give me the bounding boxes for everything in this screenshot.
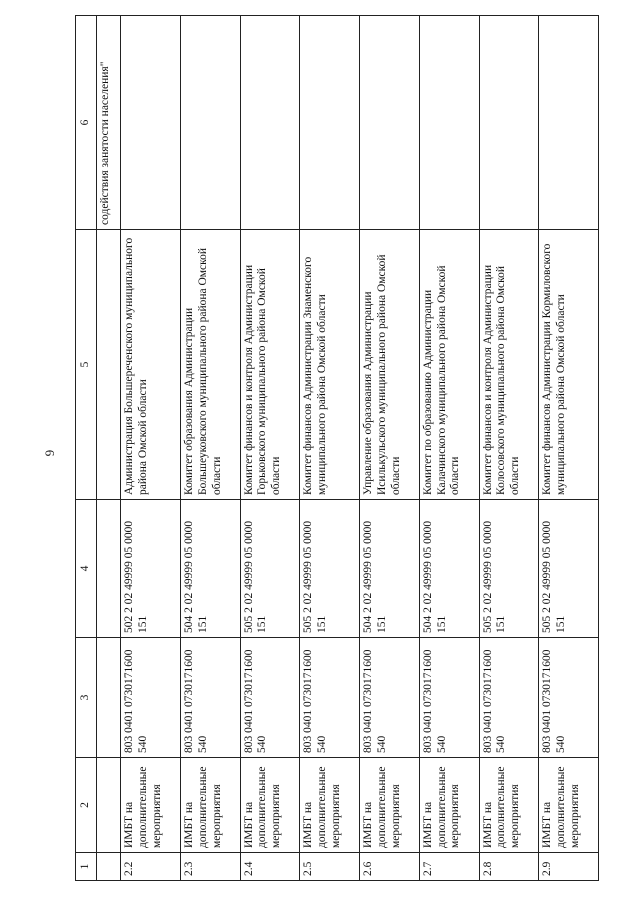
table-cell-6 bbox=[180, 16, 240, 230]
table-cell-6 bbox=[360, 16, 420, 230]
table-cell-5: Комитет финансов Администрации Знаменского муниципального района Омской области bbox=[300, 230, 360, 500]
table-cell-2: ИМБТ на дополнительные мероприятия bbox=[419, 758, 479, 853]
table-row bbox=[419, 16, 479, 881]
table-cell-3: 803 0401 0730171600 540 bbox=[121, 638, 181, 758]
table-cell-4: 502 2 02 49999 05 0000 151 bbox=[121, 500, 181, 638]
table-cell-4: 505 2 02 49999 05 0000 151 bbox=[479, 500, 539, 638]
table-cell-3: 803 0401 0730171600 540 bbox=[240, 638, 300, 758]
table-cell-1: 2.6 bbox=[360, 853, 420, 881]
table-cell-6 bbox=[479, 16, 539, 230]
table-cell-5: Администрация Большереченского муниципального района Омской области bbox=[121, 230, 181, 500]
table-cell-2: ИМБТ на дополнительные мероприятия bbox=[121, 758, 181, 853]
table-header-row bbox=[76, 16, 97, 881]
table-cell-5: Управление образования Администрации Исилькульского муниципального района Омской области bbox=[360, 230, 420, 500]
table-cell-3: 803 0401 0730171600 540 bbox=[300, 638, 360, 758]
table-cell-4: 505 2 02 49999 05 0000 151 bbox=[240, 500, 300, 638]
table-cell-3 bbox=[97, 638, 121, 758]
table-cell-5: Комитет образования Администрации Большеуковского муниципального района Омской области bbox=[180, 230, 240, 500]
table-cell-2: ИМБТ на дополнительные мероприятия bbox=[479, 758, 539, 853]
table-cell-6: содействия занятости населения" bbox=[97, 16, 121, 230]
table-row bbox=[121, 16, 181, 881]
table-cell-2: ИМБТ на дополнительные мероприятия bbox=[300, 758, 360, 853]
header-cell: 2 bbox=[76, 758, 97, 853]
table-cell-4 bbox=[97, 500, 121, 638]
table-row bbox=[479, 16, 539, 881]
header-cell: 1 bbox=[76, 853, 97, 881]
table-cell-3: 803 0401 0730171600 540 bbox=[180, 638, 240, 758]
table-row bbox=[97, 16, 121, 881]
table-cell-4: 505 2 02 49999 05 0000 151 bbox=[300, 500, 360, 638]
table-cell-5: Комитет по образованию Администрации Калачинского муниципального района Омской области bbox=[419, 230, 479, 500]
table-cell-3: 803 0401 0730171600 540 bbox=[360, 638, 420, 758]
table-cell-6 bbox=[300, 16, 360, 230]
table-cell-2: ИМБТ на дополнительные мероприятия bbox=[360, 758, 420, 853]
table-cell-2: ИМБТ на дополнительные мероприятия bbox=[539, 758, 599, 853]
table-cell-3: 803 0401 0730171600 540 bbox=[539, 638, 599, 758]
table-row bbox=[240, 16, 300, 881]
header-cell: 3 bbox=[76, 638, 97, 758]
table-cell-6 bbox=[240, 16, 300, 230]
table-cell-3: 803 0401 0730171600 540 bbox=[479, 638, 539, 758]
table-cell-2: ИМБТ на дополнительные мероприятия bbox=[180, 758, 240, 853]
table-cell-5: Комитет финансов Администрации Кормиловского муниципального района Омской области bbox=[539, 230, 599, 500]
page-number: 6 bbox=[42, 449, 58, 457]
header-cell: 4 bbox=[76, 500, 97, 638]
table-cell-1: 2.8 bbox=[479, 853, 539, 881]
table-cell-1: 2.2 bbox=[121, 853, 181, 881]
table-cell-5: Комитет финансов и контроля Администрации Горьковского муниципального района Омской области bbox=[240, 230, 300, 500]
table-cell-3: 803 0401 0730171600 540 bbox=[419, 638, 479, 758]
table-cell-2 bbox=[97, 758, 121, 853]
table-cell-4: 504 2 02 49999 05 0000 151 bbox=[180, 500, 240, 638]
table-cell-4: 504 2 02 49999 05 0000 151 bbox=[419, 500, 479, 638]
header-cell: 5 bbox=[76, 230, 97, 500]
table-cell-5 bbox=[97, 230, 121, 500]
table-cell-1 bbox=[97, 853, 121, 881]
table-cell-1: 2.3 bbox=[180, 853, 240, 881]
table-row bbox=[539, 16, 599, 881]
table-cell-6 bbox=[419, 16, 479, 230]
table-cell-1: 2.7 bbox=[419, 853, 479, 881]
header-cell: 6 bbox=[76, 16, 97, 230]
table-row bbox=[180, 16, 240, 881]
table-cell-1: 2.4 bbox=[240, 853, 300, 881]
table-row bbox=[360, 16, 420, 881]
budget-table bbox=[75, 15, 599, 881]
table-cell-1: 2.5 bbox=[300, 853, 360, 881]
table-cell-2: ИМБТ на дополнительные мероприятия bbox=[240, 758, 300, 853]
table-row bbox=[300, 16, 360, 881]
table-cell-4: 504 2 02 49999 05 0000 151 bbox=[360, 500, 420, 638]
table-cell-6 bbox=[121, 16, 181, 230]
table-cell-1: 2.9 bbox=[539, 853, 599, 881]
table-cell-4: 505 2 02 49999 05 0000 151 bbox=[539, 500, 599, 638]
table-cell-5: Комитет финансов и контроля Администрации Колосовского муниципального района Омской области bbox=[479, 230, 539, 500]
table-cell-6 bbox=[539, 16, 599, 230]
